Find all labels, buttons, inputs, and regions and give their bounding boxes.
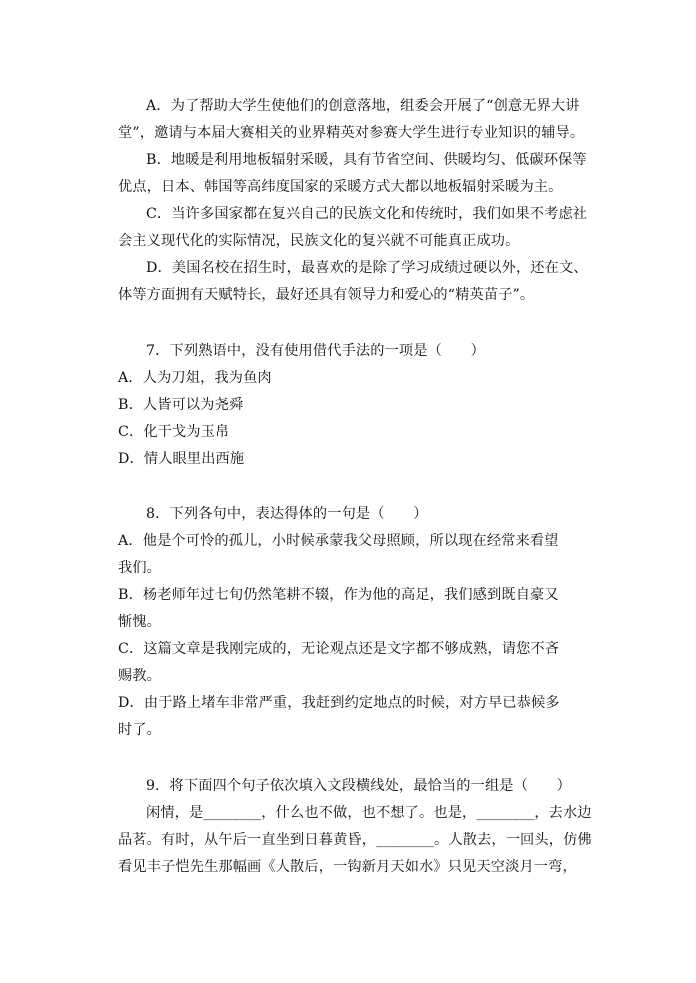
question-9-stem: 9．将下面四个句子依次填入文段横线处，最恰当的一组是（ ）	[146, 778, 571, 794]
q6-option-b-line1: B．地暖是利用地板辐射采暖，具有节省空间、供暖均匀、低碳环保等	[146, 152, 587, 168]
question-8-stem: 8．下列各句中，表达得体的一句是（ ）	[146, 506, 428, 522]
q6-option-a-line2: 堂”，邀请与本届大赛相关的业界精英对参赛大学生进行专业知识的辅导。	[118, 125, 585, 141]
question-8-option-c-line2: 赐教。	[118, 668, 162, 684]
q6-option-c-line1: C．当许多国家都在复兴自己的民族文化和传统时，我们如果不考虑社	[146, 206, 588, 222]
question-9-passage-line3: 看见丰子恺先生那幅画《人散后，一钩新月天如水》只见天空淡月一弯，	[118, 859, 577, 875]
question-7-option-b: B．人皆可以为尧舜	[118, 397, 244, 413]
question-7-option-d: D．情人眼里出西施	[118, 451, 245, 467]
question-8-option-b-line2: 惭愧。	[118, 614, 162, 630]
question-8-option-c-line1: C．这篇文章是我刚完成的，无论观点还是文字都不够成熟，请您不吝	[118, 641, 560, 657]
q6-option-c-line2: 会主义现代化的实际情况，民族文化的复兴就不可能真正成功。	[118, 233, 520, 249]
question-9-passage-line2: 品茗。有时，从午后一直坐到日暮黄昏，________。人散去，一回头，仿佛	[118, 832, 592, 848]
q6-option-a-line1: A．为了帮助大学生使他们的创意落地，组委会开展了“创意无界大讲	[146, 98, 580, 114]
question-7-stem: 7．下列熟语中，没有使用借代手法的一项是（ ）	[146, 343, 485, 359]
question-7-option-c: C．化干戈为玉帛	[118, 424, 230, 440]
question-8-option-d-line2: 时了。	[118, 722, 162, 738]
q6-option-d-line1: D．美国名校在招生时，最喜欢的是除了学习成绩过硬以外，还在文、	[146, 260, 588, 276]
question-8-option-b-line1: B．杨老师年过七旬仍然笔耕不辍，作为他的高足，我们感到既自豪又	[118, 587, 559, 603]
question-8-option-a-line2: 我们。	[118, 560, 162, 576]
question-9-passage-line1: 闲情，是________，什么也不做，也不想了。也是，________，去水边	[146, 805, 592, 821]
question-7-option-a: A．人为刀俎，我为鱼肉	[118, 370, 272, 386]
q6-option-b-line2: 优点，日本、韩国等高纬度国家的采暖方式大都以地板辐射采暖为主。	[118, 179, 563, 195]
q6-option-d-line2: 体等方面拥有天赋特长，最好还具有领导力和爱心的“精英苗子”。	[118, 287, 535, 303]
question-8-option-a-line1: A．他是个可怜的孤儿，小时候承蒙我父母照顾，所以现在经常来看望	[118, 533, 559, 549]
question-8-option-d-line1: D．由于路上堵车非常严重，我赶到约定地点的时候，对方早已恭候多	[118, 695, 560, 711]
